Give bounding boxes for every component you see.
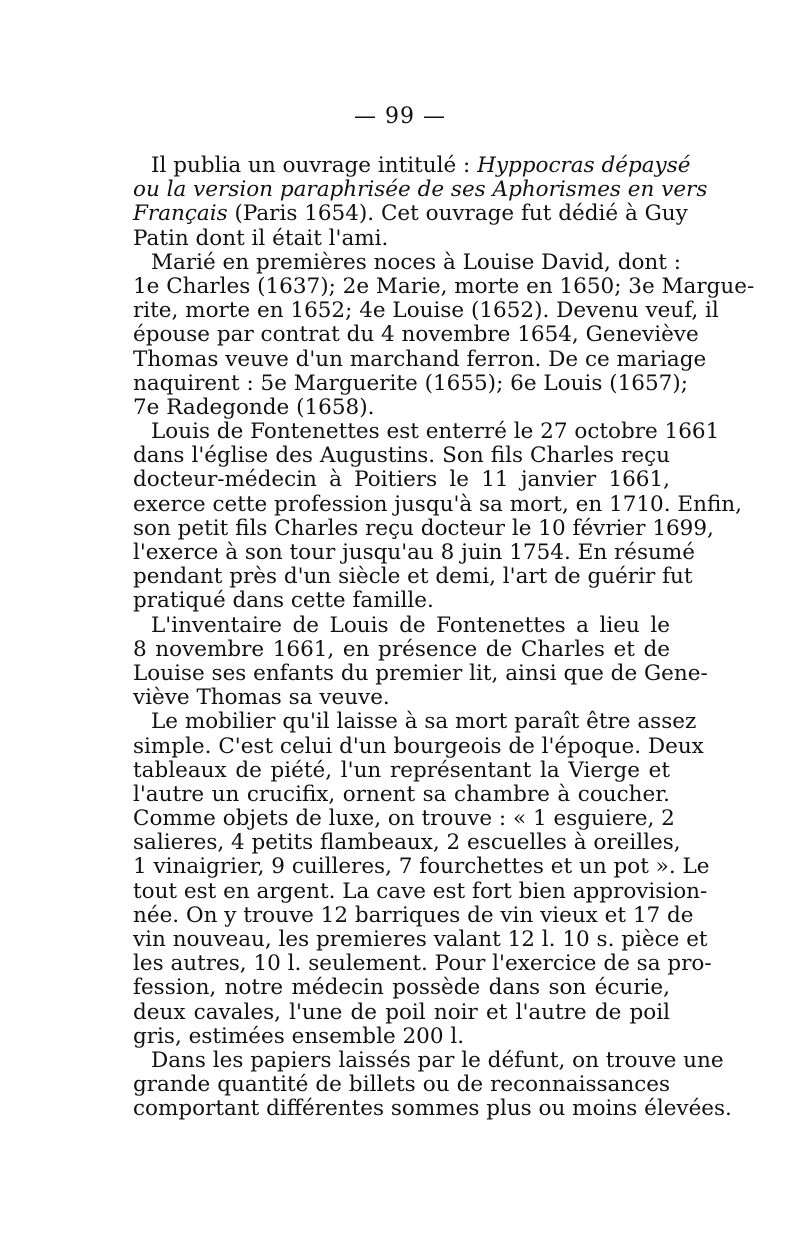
text-line: L'inventaire de Louis de Fontenettes a lieu le (151, 612, 670, 638)
text-line: Français (Paris 1654). Cet ouvrage fut dédié à Guy (133, 201, 688, 227)
text-line: 1 vinaigrier, 9 cuilleres, 7 fourchettes et un pot ». Le (133, 854, 710, 880)
paragraph (133, 419, 742, 614)
text-line: Marié en premières noces à Louise David, dont : (151, 249, 681, 275)
paragraph (133, 153, 708, 251)
paragraph (133, 1047, 732, 1122)
text-line: l'autre un crucifix, ornent sa chambre à coucher. (133, 781, 670, 807)
text-line: deux cavales, l'une de poil noir et l'autre de poil (133, 999, 670, 1025)
text-line: docteur-médecin à Poitiers le 11 janvier 1661, (133, 467, 670, 493)
text-line: son petit fils Charles reçu docteur le 10 février 1699, (133, 515, 714, 541)
text-line: Patin dont il était l'ami. (133, 225, 389, 251)
body-text (133, 153, 755, 1122)
text-line: viève Thomas sa veuve. (133, 685, 390, 711)
paragraph (133, 249, 755, 420)
text-line: Le mobilier qu'il laisse à sa mort paraît être assez (151, 709, 697, 735)
text-line: 8 novembre 1661, en présence de Charles et de (133, 636, 670, 662)
text-line: tableaux de piété, l'un représentant la Vierge et (133, 757, 670, 783)
text-line: Louis de Fontenettes est enterré le 27 octobre 1661 (151, 419, 720, 445)
text-line: simple. C'est celui d'un bourgeois de l'époque. Deux (133, 733, 704, 759)
text-line: ou la version paraphrisée de ses Aphorismes en vers (133, 177, 708, 203)
text-line: dans l'église des Augustins. Son fils Charles reçu (133, 443, 670, 469)
text-line: exerce cette profession jusqu'à sa mort, en 1710. Enfin, (133, 491, 742, 517)
text-line: Il publia un ouvrage intitulé : Hyppocras dépaysé (151, 153, 691, 178)
text-line: née. On y trouve 12 barriques de vin vieux et 17 de (133, 902, 694, 928)
page-number: — 99 — (354, 104, 446, 129)
text-line: Louise ses enfants du premier lit, ainsi que de Gene- (133, 660, 708, 686)
text-line: Comme objets de luxe, on trouve : « 1 esguiere, 2 (133, 806, 675, 832)
text-line: salieres, 4 petits flambeaux, 2 escuelles à oreilles, (133, 830, 681, 856)
text-line: Thomas veuve d'un marchand ferron. De ce mariage (133, 346, 707, 372)
text-line: l'exerce à son tour jusqu'au 8 juin 1754. En résumé (133, 540, 695, 565)
text-line: pendant près d'un siècle et demi, l'art de guérir fut (133, 564, 693, 590)
text-line: épouse par contrat du 4 novembre 1654, Geneviève (133, 322, 699, 348)
text-line: rite, morte en 1652; 4e Louise (1652). Devenu veuf, il (133, 298, 719, 324)
text-line: gris, estimées ensemble 200 l. (133, 1023, 465, 1049)
paragraph (133, 709, 712, 1049)
text-line: 7e Radegonde (1658). (133, 394, 375, 420)
text-line: vin nouveau, les premieres valant 12 l. 10 s. pièce et (133, 927, 708, 952)
text-line: 1e Charles (1637); 2e Marie, morte en 1650; 3e Margue- (133, 273, 755, 299)
text-line: les autres, 10 l. seulement. Pour l'exercice de sa pro- (133, 951, 712, 977)
text-line: fession, notre médecin possède dans son écurie, (133, 975, 670, 1001)
text-line: grande quantité de billets ou de reconnaissances (133, 1072, 670, 1098)
text-line: Dans les papiers laissés par le défunt, on trouve une (151, 1047, 724, 1073)
paragraph (133, 612, 708, 711)
text-line: tout est en argent. La cave est fort bien approvision- (133, 878, 708, 904)
text-line: naquirent : 5e Marguerite (1655); 6e Louis (1657); (133, 370, 688, 396)
text-line: comportant différentes sommes plus ou moins élevées. (133, 1096, 732, 1122)
text-line: pratiqué dans cette famille. (133, 588, 434, 614)
